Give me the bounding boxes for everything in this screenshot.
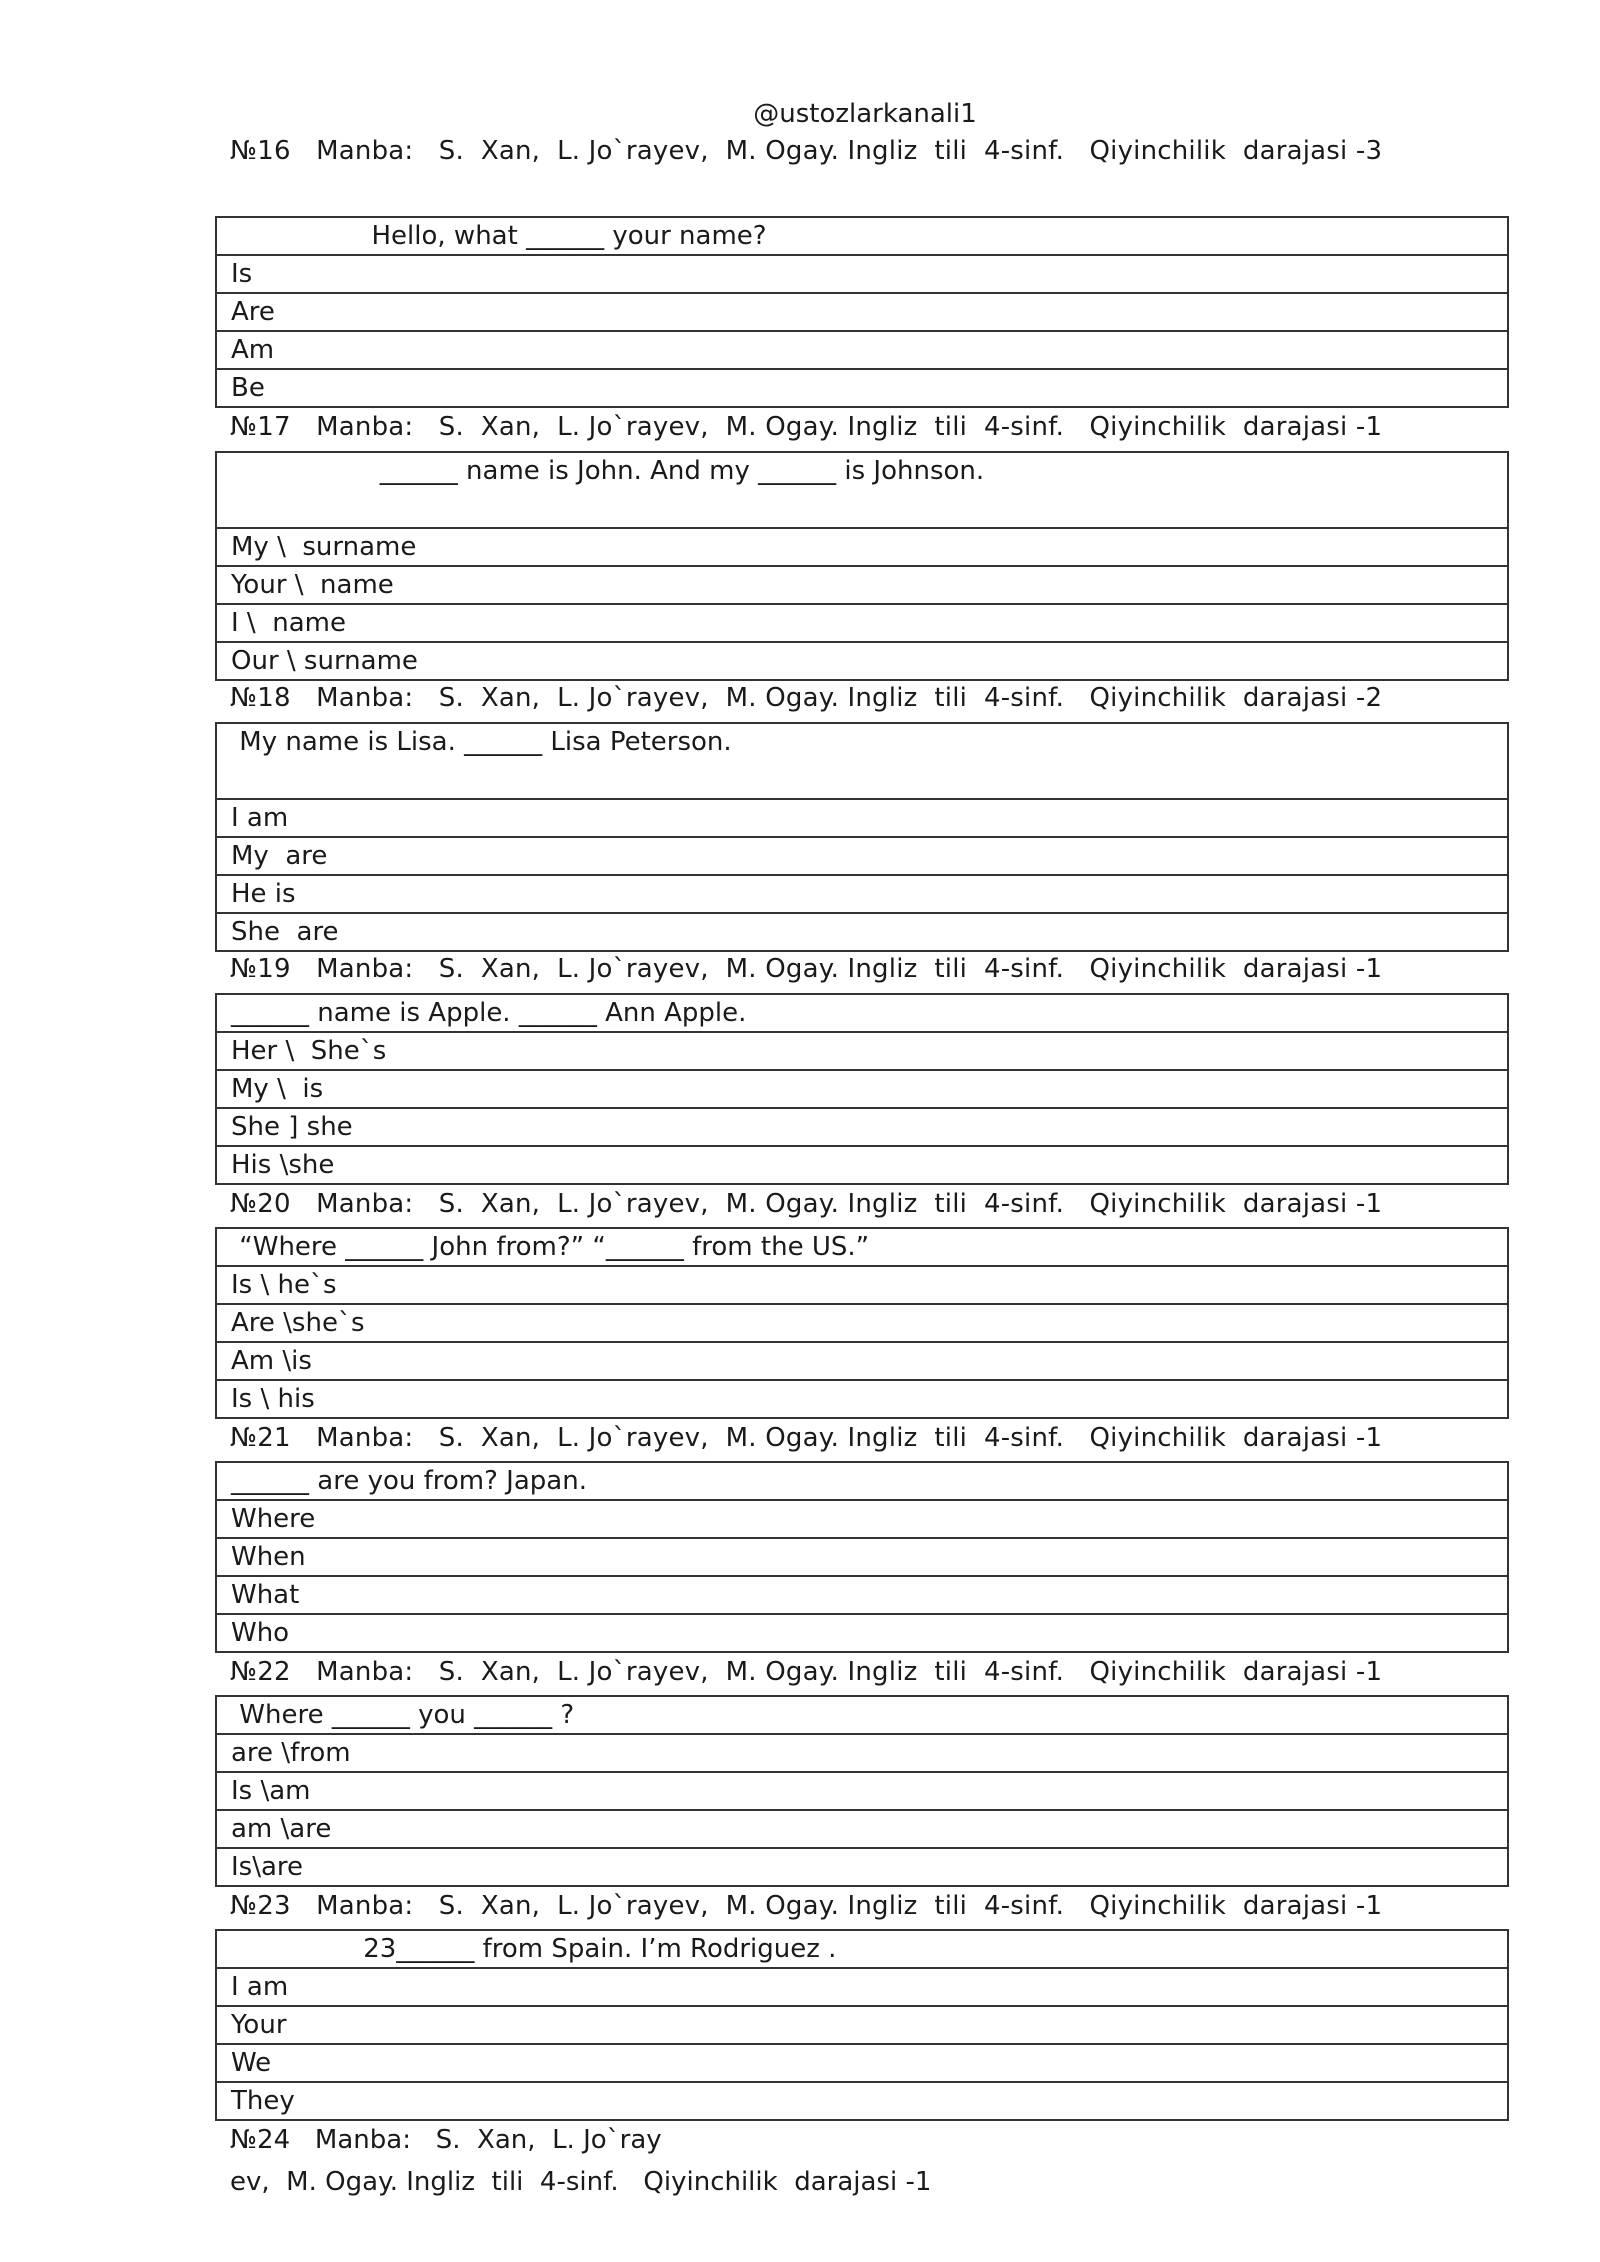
answer-option[interactable]: Our \ surname <box>231 646 418 676</box>
question-header: №23 Manba: S. Xan, L. Jo`rayev, M. Ogay. Ingliz tili 4-sinf. Qiyinchilik darajasi -1 <box>230 1891 1383 1921</box>
answer-option[interactable]: He is <box>217 876 1507 914</box>
question-header: №21 Manba: S. Xan, L. Jo`rayev, M. Ogay. Ingliz tili 4-sinf. Qiyinchilik darajasi -1 <box>230 1423 1383 1453</box>
answer-option[interactable]: My \ surname <box>217 529 1507 567</box>
answer-option[interactable]: am \are <box>217 1811 1507 1849</box>
question-table <box>215 1227 1509 1419</box>
answer-option[interactable]: My \ is <box>217 1071 1507 1109</box>
answer-option[interactable]: Are <box>217 294 1507 332</box>
question-table <box>215 1695 1509 1887</box>
answer-option[interactable]: Are \she`s <box>217 1305 1507 1343</box>
question-text: 23______ from Spain. I’m Rodriguez . <box>217 1931 1507 1969</box>
answer-option[interactable]: We <box>217 2045 1507 2083</box>
answer-option[interactable]: are \from <box>217 1735 1507 1773</box>
answer-option[interactable]: I am <box>217 1969 1507 2007</box>
answer-option[interactable]: Where <box>217 1501 1507 1539</box>
question-header: №24 Manba: S. Xan, L. Jo`ray <box>230 2125 662 2155</box>
question-text: Where ______ you ______ ? <box>217 1697 1507 1735</box>
question-header: №22 Manba: S. Xan, L. Jo`rayev, M. Ogay. Ingliz tili 4-sinf. Qiyinchilik darajasi -1 <box>230 1657 1383 1687</box>
question-text: Hello, what ______ your name? <box>217 218 1507 256</box>
answer-option[interactable]: Am <box>217 332 1507 370</box>
question-text: ______ name is Apple. ______ Ann Apple. <box>217 995 1507 1033</box>
question-text: “Where ______ John from?” “______ from the US.” <box>217 1229 1507 1267</box>
answer-option[interactable]: Who <box>231 1618 290 1648</box>
answer-option[interactable]: She are <box>231 917 339 947</box>
answer-option[interactable]: When <box>217 1539 1507 1577</box>
question-table <box>215 216 1509 408</box>
answer-option[interactable]: I \ name <box>217 605 1507 643</box>
question-text: My name is Lisa. ______ Lisa Peterson. <box>217 724 1507 800</box>
question-header: №16 Manba: S. Xan, L. Jo`rayev, M. Ogay. Ingliz tili 4-sinf. Qiyinchilik darajasi -3 <box>230 136 1383 166</box>
answer-option[interactable]: Your <box>217 2007 1507 2045</box>
answer-option[interactable]: Is \ his <box>231 1384 315 1414</box>
question-table <box>215 1929 1509 2121</box>
answer-option[interactable]: Is\are <box>231 1852 304 1882</box>
question-header: №18 Manba: S. Xan, L. Jo`rayev, M. Ogay. Ingliz tili 4-sinf. Qiyinchilik darajasi -2 <box>230 683 1383 713</box>
answer-option[interactable]: Is \ he`s <box>217 1267 1507 1305</box>
answer-option[interactable]: She ] she <box>217 1109 1507 1147</box>
answer-option[interactable]: They <box>231 2086 295 2116</box>
answer-option[interactable]: Be <box>231 373 265 403</box>
answer-option[interactable]: What <box>217 1577 1507 1615</box>
channel-handle: @ustozlarkanali1 <box>753 99 977 129</box>
question-table <box>215 451 1509 681</box>
question-text: ______ are you from? Japan. <box>217 1463 1507 1501</box>
answer-option[interactable]: Am \is <box>217 1343 1507 1381</box>
question-text: ______ name is John. And my ______ is Johnson. <box>217 453 1507 529</box>
question-header: №17 Manba: S. Xan, L. Jo`rayev, M. Ogay. Ingliz tili 4-sinf. Qiyinchilik darajasi -1 <box>230 412 1383 442</box>
answer-option[interactable]: Is <box>217 256 1507 294</box>
question-table <box>215 722 1509 952</box>
question-header-continued: ev, M. Ogay. Ingliz tili 4-sinf. Qiyinchilik darajasi -1 <box>230 2167 932 2197</box>
answer-option[interactable]: Her \ She`s <box>217 1033 1507 1071</box>
answer-option[interactable]: Your \ name <box>217 567 1507 605</box>
question-header: №19 Manba: S. Xan, L. Jo`rayev, M. Ogay. Ingliz tili 4-sinf. Qiyinchilik darajasi -1 <box>230 954 1383 984</box>
question-header: №20 Manba: S. Xan, L. Jo`rayev, M. Ogay. Ingliz tili 4-sinf. Qiyinchilik darajasi -1 <box>230 1189 1383 1219</box>
question-table <box>215 1461 1509 1653</box>
answer-option[interactable]: My are <box>217 838 1507 876</box>
question-table <box>215 993 1509 1185</box>
answer-option[interactable]: His \she <box>231 1150 335 1180</box>
answer-option[interactable]: I am <box>217 800 1507 838</box>
answer-option[interactable]: Is \am <box>217 1773 1507 1811</box>
